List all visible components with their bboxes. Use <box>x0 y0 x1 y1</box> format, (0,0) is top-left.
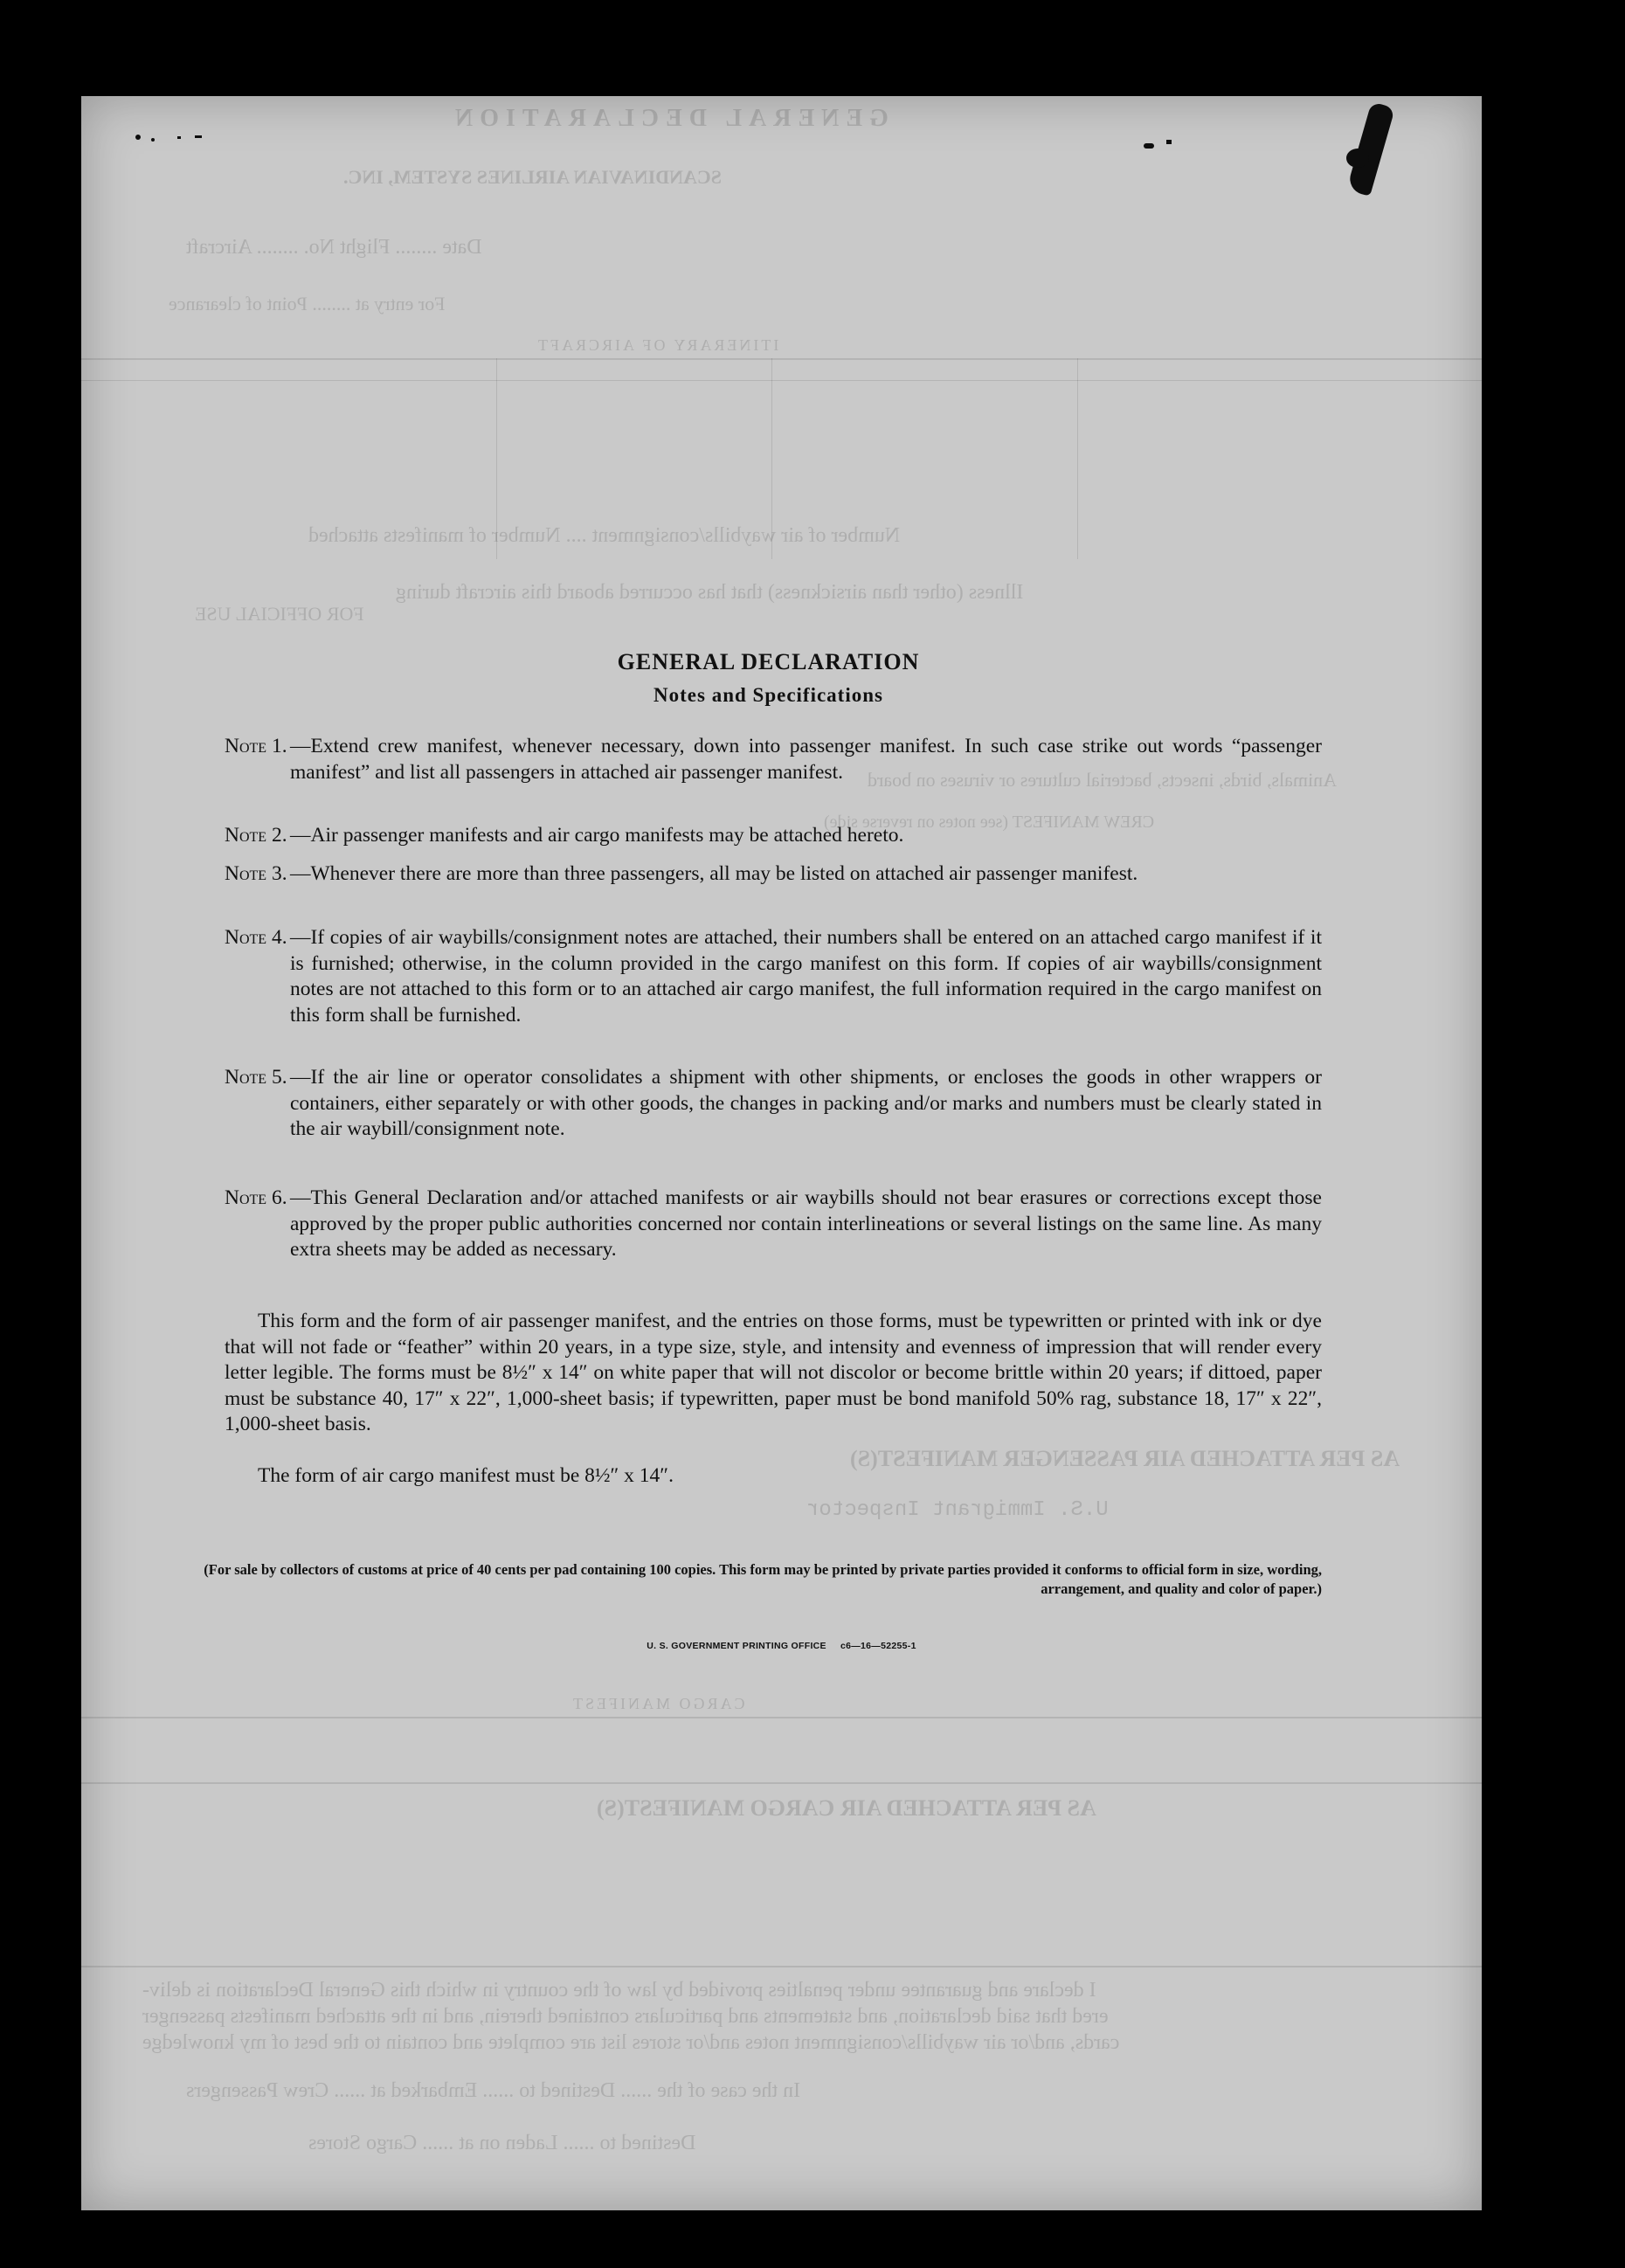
bleed-through-airline: SCANDINAVIAN AIRLINES SYSTEM, INC. <box>343 166 722 188</box>
page-subtitle: Notes and Specifications <box>653 684 883 706</box>
note-3 <box>225 861 1322 888</box>
bleed-through-clearance: For entry at ........ Point of clearance <box>169 293 446 315</box>
bleed-through-crew: CREW MANIFEST (see notes on reverse side) <box>824 812 1155 832</box>
bleed-through-declare-2: ered that said declaration, and statements and particulars contained therein, and in the attached manifests passenger <box>142 2005 1109 2028</box>
note-label: Note 5. <box>225 1066 287 1089</box>
note-label: Note 1. <box>225 735 287 757</box>
bleed-through-crew-passengers: In the case of the ...... Destined to ...... Embarked at ...... Crew Passengers <box>186 2079 801 2102</box>
note-1 <box>225 734 1322 785</box>
bleed-through-aircraft: Date ........ Flight No. ........ Aircraft <box>186 236 482 259</box>
bleed-through-passenger: AS PER ATTACHED AIR PASSENGER MANIFEST(S) <box>850 1446 1400 1471</box>
bleed-through-official: FOR OFFICIAL USE <box>195 603 364 625</box>
note-6 <box>225 1186 1322 1263</box>
note-text: —Extend crew manifest, whenever necessary, down into passenger manifest. In such case strike out words “passenger manifest” and list all passengers in attached air passenger manifest. <box>290 735 1322 784</box>
note-text: —This General Declaration and/or attached manifests or air waybills should not bear erasures or corrections except those approved by the proper public authorities concerned nor contain interlineations or several listings on the same line. As many extra sheets may be added as necessary. <box>290 1186 1322 1261</box>
note-label: Note 4. <box>225 926 287 949</box>
note-text: —If copies of air waybills/consignment notes are attached, their numbers shall be entered on an attached cargo manifest if it is furnished; otherwise, in the column provided in the cargo manifest on this form. If copies of air waybills/consignment notes are not attached to this form or to an attached air cargo manifest, the full information required in the cargo manifest on this form shall be furnished. <box>290 926 1322 1027</box>
form-paragraph: This form and the form of air passenger manifest, and the entries on those forms, must be typewritten or printed with ink or dye that will not fade or “feather” within 20 years, in a type size, style, and intensity and evenness of impression that will render every letter legible. The forms must be 8½″ x 14″ on white paper that will not discolor or become brittle within 20 years; if dittoed, paper must be substance 40, 17″ x 22″, 1,000-sheet basis; if typewritten, paper must be bond manifold 50% rag, substance 18, 17″ x 22″, 1,000-sheet basis. <box>225 1310 1322 1435</box>
cargo-paragraph: The form of air cargo manifest must be 8½″ x 14″. <box>258 1464 674 1487</box>
bleed-through-inspector: U.S. Immigrant Inspector <box>806 1498 1109 1522</box>
printing-office-line: U. S. GOVERNMENT PRINTING OFFICE c6—16—52255-1 <box>647 1641 916 1651</box>
notes-content <box>81 96 1482 2210</box>
bleed-through-illness: Illness (other than airsickness) that has occurred aboard this aircraft during <box>396 581 1024 604</box>
page-title: GENERAL DECLARATION <box>617 649 920 674</box>
note-label: Note 6. <box>225 1186 287 1209</box>
note-label: Note 3. <box>225 862 287 885</box>
bleed-through-animals: Animals, birds, insects, bacterial cultures or viruses on board <box>868 769 1338 791</box>
bleed-through-declare-1: I declare and guarantee under penalties provided by law of the country in which this General Declaration is deliv- <box>142 1979 1096 2002</box>
bleed-through-declare-3: cards, and/or air waybills/consignment notes and/or stores list are complete and contain to the best of my knowledge <box>142 2031 1120 2054</box>
bleed-through-itinerary: ITINERARY OF AIRCRAFT <box>536 336 779 354</box>
note-2 <box>225 823 1322 849</box>
bleed-through-laden: Destined to ...... Laden on at ...... Cargo Stores <box>308 2132 696 2154</box>
document-page <box>81 96 1482 2210</box>
note-4 <box>225 925 1322 1028</box>
note-label: Note 2. <box>225 824 287 847</box>
bleed-through-cargo: CARGO MANIFEST <box>570 1695 745 1712</box>
note-text: —Whenever there are more than three passengers, all may be listed on attached air passenger manifest. <box>290 862 1138 885</box>
sale-notice: (For sale by collectors of customs at price of 40 cents per pad containing 100 copies. This form may be printed by private parties provided it conforms to official form in size, wording, arrangement, and quality and color of paper.) <box>204 1561 1322 1597</box>
note-text: —Air passenger manifests and air cargo manifests may be attached hereto. <box>290 824 904 847</box>
bleed-through-cargo-attached: AS PER ATTACHED AIR CARGO MANIFEST(S) <box>597 1795 1096 1821</box>
note-text: —If the air line or operator consolidates a shipment with other shipments, or encloses the goods in other wrappers or containers, either separately or with other goods, the changes in packing and/or marks and numbers must be clearly stated in the air waybill/consignment note. <box>290 1066 1322 1140</box>
note-5 <box>225 1065 1322 1143</box>
bleed-through-manifests: Number of air waybills/consignment .... Number of manifests attached <box>308 524 901 547</box>
bleed-through-header: GENERAL DECLARATION <box>448 105 889 132</box>
